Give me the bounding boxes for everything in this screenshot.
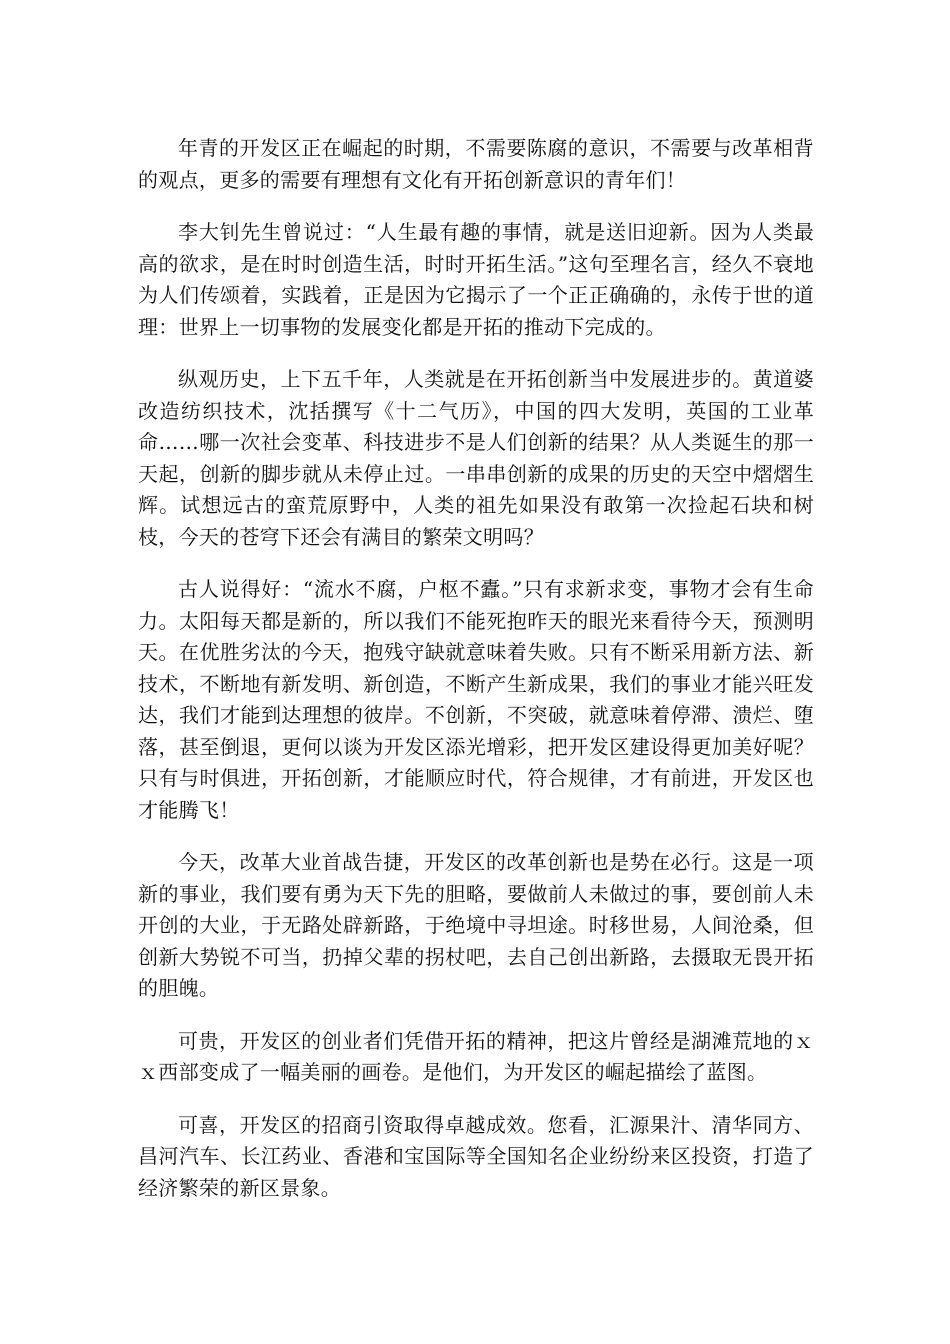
paragraph-1: 年青的开发区正在崛起的时期，不需要陈腐的意识，不需要与改革相背的观点，更多的需要有理想有文化有开拓创新意识的青年们！ [138,136,814,192]
paragraph-2: 李大钊先生曾说过：“人生最有趣的事情，就是送旧迎新。因为人类最高的欲求，是在时时创造生活，时时开拓生活。”这句至理名言，经久不衰地为人们传颂着，实践着，正是因为它揭示了一个正正确确的，永传于世的道理：世界上一切事物的发展变化都是开拓的推动下完成的。 [138,220,814,339]
paragraph-7: 可喜，开发区的招商引资取得卓越成效。您看，汇源果汁、清华同方、昌河汽车、长江药业、香港和宝国际等全国知名企业纷纷来区投资，打造了经济繁荣的新区景象。 [138,1112,814,1200]
paragraph-6: 可贵，开发区的创业者们凭借开拓的精神，把这片曾经是湖滩荒地的ｘｘ西部变成了一幅美丽的画卷。是他们，为开发区的崛起描绘了蓝图。 [138,1028,814,1084]
paragraph-4: 古人说得好：“流水不腐，户枢不蠹。”只有求新求变，事物才会有生命力。太阳每天都是新的，所以我们不能死抱昨天的眼光来看待今天，预测明天。在优胜劣汰的今天，抱残守缺就意味着失败。只有不断采用新方法、新技术，不断地有新发明、新创造，不断产生新成果，我们的事业才能兴旺发达，我们才能到达理想的彼岸。不创新，不突破，就意味着停滞、溃烂、堕落，甚至倒退，更何以谈为开发区添光增彩，把开发区建设得更加美好呢？只有与时俱进，开拓创新，才能顺应时代，符合规律，才有前进，开发区也才能腾飞！ [138,577,814,822]
document-page [138,133,814,1225]
paragraph-5: 今天，改革大业首战告捷，开发区的改革创新也是势在必行。这是一项新的事业，我们要有勇为天下先的胆略，要做前人未做过的事，要创前人未开创的大业，于无路处辟新路，于绝境中寻坦途。时移世易，人间沧桑，但创新大势锐不可当，扔掉父辈的拐杖吧，去自己创出新路，去摄取无畏开拓的胆魄。 [138,850,814,1000]
paragraph-3: 纵观历史，上下五千年，人类就是在开拓创新当中发展进步的。黄道婆改造纺织技术，沈括撰写《十二气历》，中国的四大发明，英国的工业革命……哪一次社会变革、科技进步不是人们创新的结果？从人类诞生的那一天起，创新的脚步就从未停止过。一串串创新的成果的历史的天空中熠熠生辉。试想远古的蛮荒原野中，人类的祖先如果没有敢第一次捡起石块和树枝，今天的苍穹下还会有满目的繁荣文明吗？ [138,367,814,549]
